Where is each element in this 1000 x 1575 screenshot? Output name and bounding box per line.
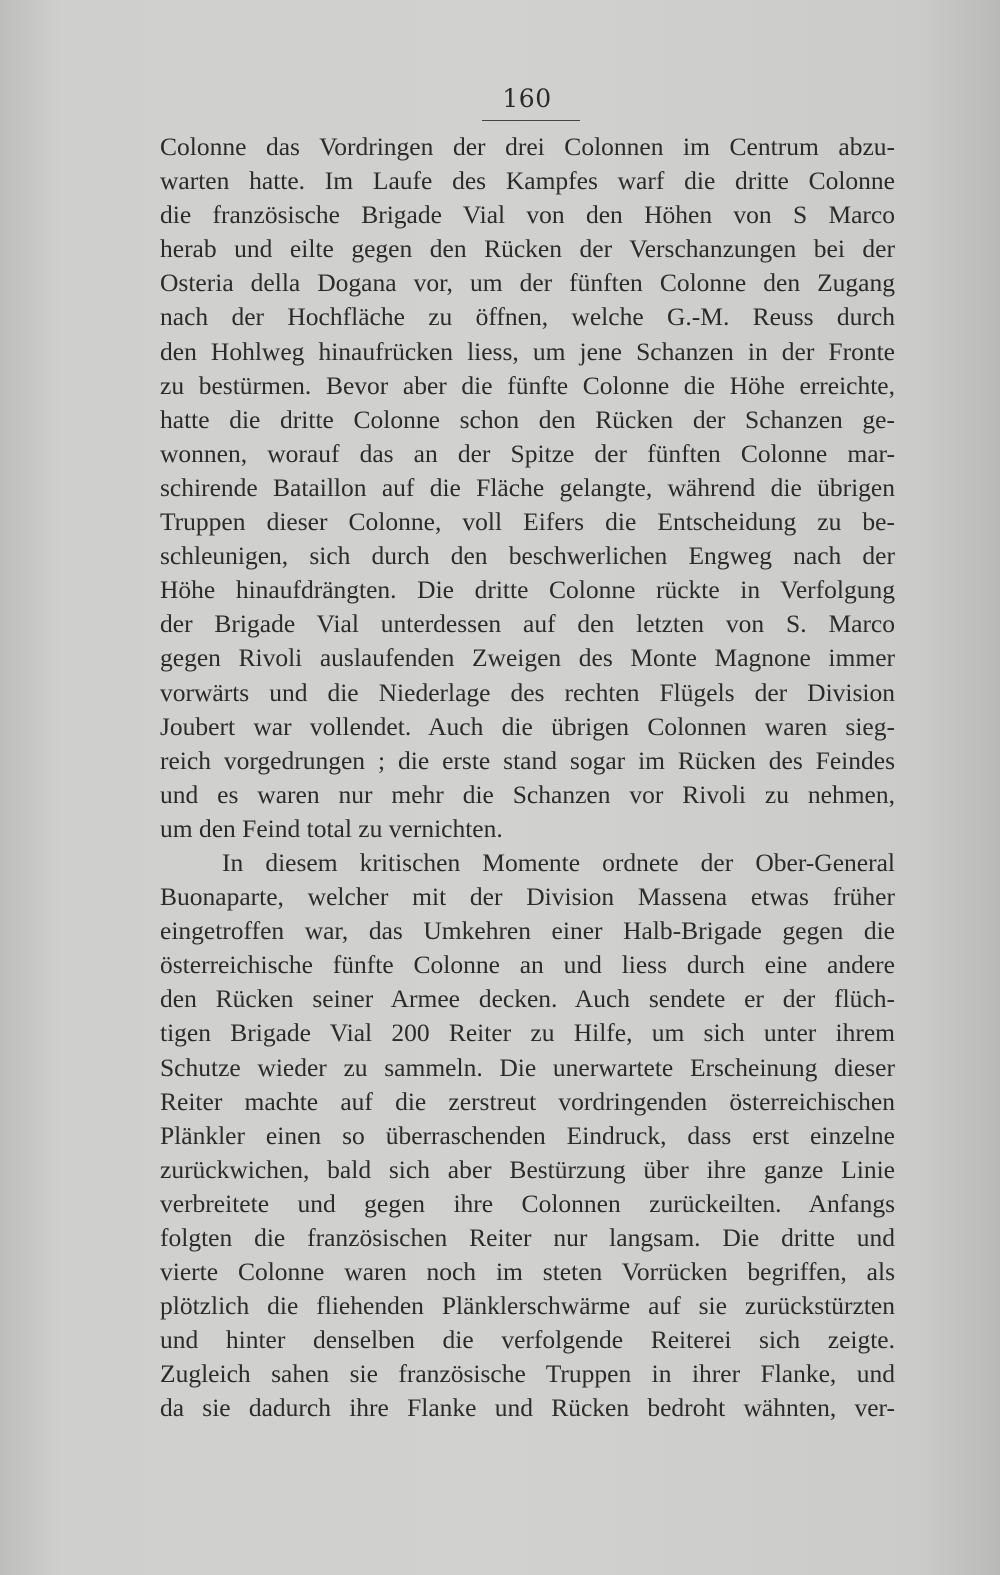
- text-line: Schutze wieder zu sammeln. Die unerwartete Erscheinung dieser: [160, 1052, 895, 1082]
- text-line: Joubert war vollendet. Auch die übrigen Colonnen waren sieg-: [160, 711, 895, 741]
- text-line: Buonaparte, welcher mit der Division Massena etwas früher: [160, 882, 895, 912]
- page-number-rule: [482, 120, 580, 121]
- text-line: und hinter denselben die verfolgende Reiterei sich zeigte.: [160, 1325, 895, 1355]
- text-line: die französische Brigade Vial von den Höhen von S Marco: [160, 200, 895, 230]
- text-line: tigen Brigade Vial 200 Reiter zu Hilfe, um sich unter ihrem: [160, 1018, 895, 1048]
- text-line: zu bestürmen. Bevor aber die fünfte Colonne die Höhe erreichte,: [160, 370, 895, 400]
- text-line: wonnen, worauf das an der Spitze der fünften Colonne mar-: [160, 438, 895, 468]
- text-line: schirende Bataillon auf die Fläche gelangte, während die übrigen: [160, 472, 895, 502]
- text-line: plötzlich die fliehenden Plänklerschwärme auf sie zurückstürzten: [160, 1291, 895, 1321]
- text-line: warten hatte. Im Laufe des Kampfes warf die dritte Colonne: [160, 166, 895, 196]
- text-line: der Brigade Vial unterdessen auf den letzten von S. Marco: [160, 609, 895, 639]
- text-line: gegen Rivoli auslaufenden Zweigen des Monte Magnone immer: [160, 643, 895, 673]
- text-line: österreichische fünfte Colonne an und liess durch eine andere: [160, 950, 895, 980]
- text-line: Zugleich sahen sie französische Truppen in ihrer Flanke, und: [160, 1359, 895, 1389]
- text-line: und es waren nur mehr die Schanzen vor Rivoli zu nehmen,: [160, 779, 895, 809]
- text-line: vorwärts und die Niederlage des rechten Flügels der Division: [160, 677, 895, 707]
- text-line: reich vorgedrungen ; die erste stand sogar im Rücken des Feindes: [160, 745, 895, 775]
- paragraph-1: [160, 130, 895, 846]
- text-line: da sie dadurch ihre Flanke und Rücken bedroht wähnten, ver-: [160, 1393, 895, 1423]
- text-line: den Rücken seiner Armee decken. Auch sendete er der flüch-: [160, 984, 895, 1014]
- text-line: Höhe hinaufdrängten. Die dritte Colonne rückte in Verfolgung: [160, 575, 895, 605]
- text-line: herab und eilte gegen den Rücken der Verschanzungen bei der: [160, 234, 895, 264]
- text-line: Reiter machte auf die zerstreut vordringenden österreichischen: [160, 1086, 895, 1116]
- text-line: eingetroffen war, das Umkehren einer Halb-Brigade gegen die: [160, 916, 895, 946]
- text-line: um den Feind total zu vernichten.: [160, 813, 503, 843]
- text-line: Colonne das Vordringen der drei Colonnen im Centrum abzu-: [160, 132, 895, 161]
- text-line: Plänkler einen so überraschenden Eindruck, dass erst einzelne: [160, 1120, 895, 1150]
- paragraph-2: [160, 846, 895, 1426]
- text-line: verbreitete und gegen ihre Colonnen zurückeilten. Anfangs: [160, 1188, 895, 1218]
- text-line: folgten die französischen Reiter nur langsam. Die dritte und: [160, 1223, 895, 1252]
- text-line: In diesem kritischen Momente ordnete der Ober-General: [222, 847, 895, 877]
- page-number: 160: [502, 84, 552, 113]
- text-line: Osteria della Dogana vor, um der fünften Colonne den Zugang: [160, 268, 895, 298]
- text-line: hatte die dritte Colonne schon den Rücken der Schanzen ge-: [160, 404, 895, 434]
- text-line: vierte Colonne waren noch im steten Vorrücken begriffen, als: [160, 1257, 895, 1287]
- text-line: zurückwichen, bald sich aber Bestürzung über ihre ganze Linie: [160, 1154, 895, 1184]
- body-text: [160, 130, 895, 1426]
- text-line: schleunigen, sich durch den beschwerlichen Engweg nach der: [160, 541, 895, 571]
- text-line: den Hohlweg hinaufrücken liess, um jene Schanzen in der Fronte: [160, 336, 895, 366]
- text-line: nach der Hochfläche zu öffnen, welche G.-M. Reuss durch: [160, 302, 895, 332]
- text-line: Truppen dieser Colonne, voll Eifers die Entscheidung zu be-: [160, 507, 895, 537]
